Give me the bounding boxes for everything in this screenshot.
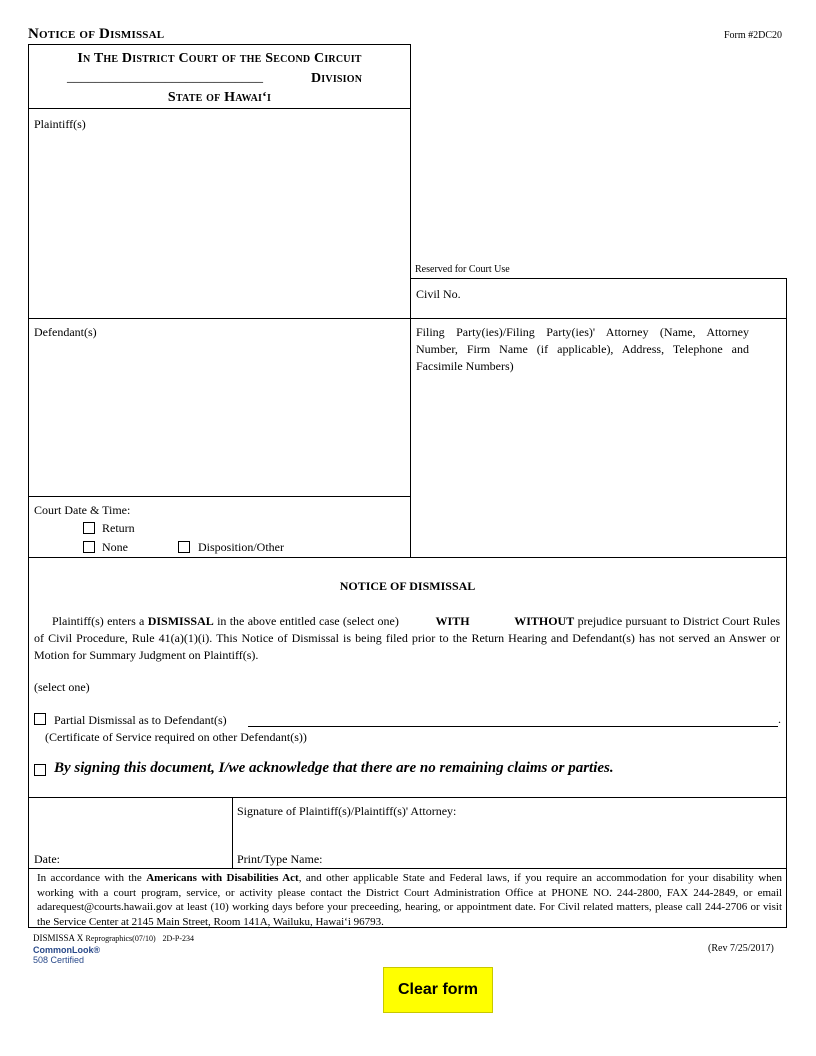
return-checkbox[interactable]	[83, 522, 95, 534]
disposition-label: Disposition/Other	[198, 540, 284, 554]
print-name-label: Print/Type Name:	[237, 852, 323, 866]
date-label: Date:	[34, 852, 60, 866]
notice-section	[28, 557, 787, 798]
select-one-label: (select one)	[34, 680, 90, 694]
form-title: Notice of Dismissal	[28, 26, 165, 42]
filing-party-field[interactable]	[410, 318, 787, 558]
return-label: Return	[102, 521, 135, 535]
commonlook-logo: CommonLook®	[33, 945, 101, 955]
court-caption-box	[28, 44, 411, 109]
civil-no-field[interactable]	[410, 278, 787, 319]
disposition-checkbox[interactable]	[178, 541, 190, 553]
without-option[interactable]: WITHOUT	[514, 614, 575, 628]
plaintiff-label: Plaintiff(s)	[34, 117, 86, 131]
defendant-field[interactable]	[28, 318, 411, 497]
civil-no-label: Civil No.	[416, 287, 461, 301]
form-number: Form #2DC20	[724, 30, 783, 41]
ada-act: Americans with Disabilities Act	[146, 872, 299, 884]
footer-code: DISMISSA X	[33, 933, 84, 943]
footer-form-code: 2D-P-234	[162, 934, 195, 943]
acknowledge-checkbox[interactable]	[34, 764, 46, 776]
partial-defendant-input[interactable]	[248, 712, 778, 727]
ada-notice	[28, 868, 787, 928]
signature-label: Signature of Plaintiff(s)/Plaintiff(s)' Attorney:	[237, 804, 457, 818]
date-field[interactable]	[28, 797, 233, 869]
revision-label: (Rev 7/25/2017)	[708, 943, 774, 954]
defendant-label: Defendant(s)	[34, 325, 97, 339]
certified-label: 508 Certified	[33, 955, 85, 965]
dismissal-word: DISMISSAL	[147, 614, 214, 628]
partial-dismissal-label: Partial Dismissal as to Defendant(s)	[54, 713, 227, 727]
ada-body: , and other applicable State and Federal laws, if you require an accommodation for your disability when working with a court program, service, or activity please contact the District Court Administration Office at PHONE NO. 244-2800, FAX 244-2849, or email adarequest@courts.hawaii.gov at least (10) working days before your preceeding, hearing, or appointment date. For Civil related matters, please call 244-2706 or visit the Service Center at 2145 Main Street, Room 141A, Wailuku, Hawai‘i 96793.	[37, 872, 783, 928]
certificate-note: (Certificate of Service required on other Defendant(s))	[45, 730, 307, 744]
none-checkbox[interactable]	[83, 541, 95, 553]
signature-field[interactable]	[232, 797, 787, 869]
dismissal-paragraph	[34, 613, 780, 664]
reserved-label: Reserved for Court Use	[415, 264, 510, 275]
partial-dismissal-checkbox[interactable]	[34, 713, 46, 725]
court-date-label: Court Date & Time:	[34, 503, 131, 517]
plaintiff-field[interactable]	[28, 108, 411, 319]
ada-text	[37, 871, 782, 929]
footer-repro: Reprographics(07/10)	[85, 934, 156, 943]
division-blank[interactable]: ____________________________	[67, 70, 263, 85]
acknowledge-label: By signing this document, I/we acknowledge that there are no remaining claims or parties.	[54, 760, 614, 776]
period-dot: .	[778, 712, 781, 726]
state-label: State of Hawai‘i	[167, 90, 272, 105]
with-option[interactable]: WITH	[435, 614, 470, 628]
para-end: prejudice pursuant to District Court Rules of Civil Procedure, Rule 41(a)(1)(i). This Notice of Dismissal is being filed prior to the Return Hearing and Defendant(s) has not served an Answer or Motion for Summary Judgment on Plaintiff(s).	[34, 614, 781, 662]
court-name: In The District Court of the Second Circuit	[77, 51, 362, 66]
filing-party-label: Filing Party(ies)/Filing Party(ies)' Attorney (Name, Attorney Number, Firm Name (if applicable), Address, Telephone and Facsimile Numbers)	[416, 325, 749, 373]
division-label: Division	[311, 71, 363, 86]
none-label: None	[102, 540, 128, 554]
ada-prefix: In accordance with the	[37, 872, 142, 884]
clear-form-button[interactable]: Clear form	[383, 967, 493, 1013]
para-start: Plaintiff(s) enters a	[52, 614, 145, 628]
footer-codes	[33, 933, 194, 943]
court-date-box	[28, 496, 411, 558]
para-mid: in the above entitled case (select one)	[217, 614, 399, 628]
notice-heading: NOTICE OF DISMISSAL	[339, 579, 476, 593]
